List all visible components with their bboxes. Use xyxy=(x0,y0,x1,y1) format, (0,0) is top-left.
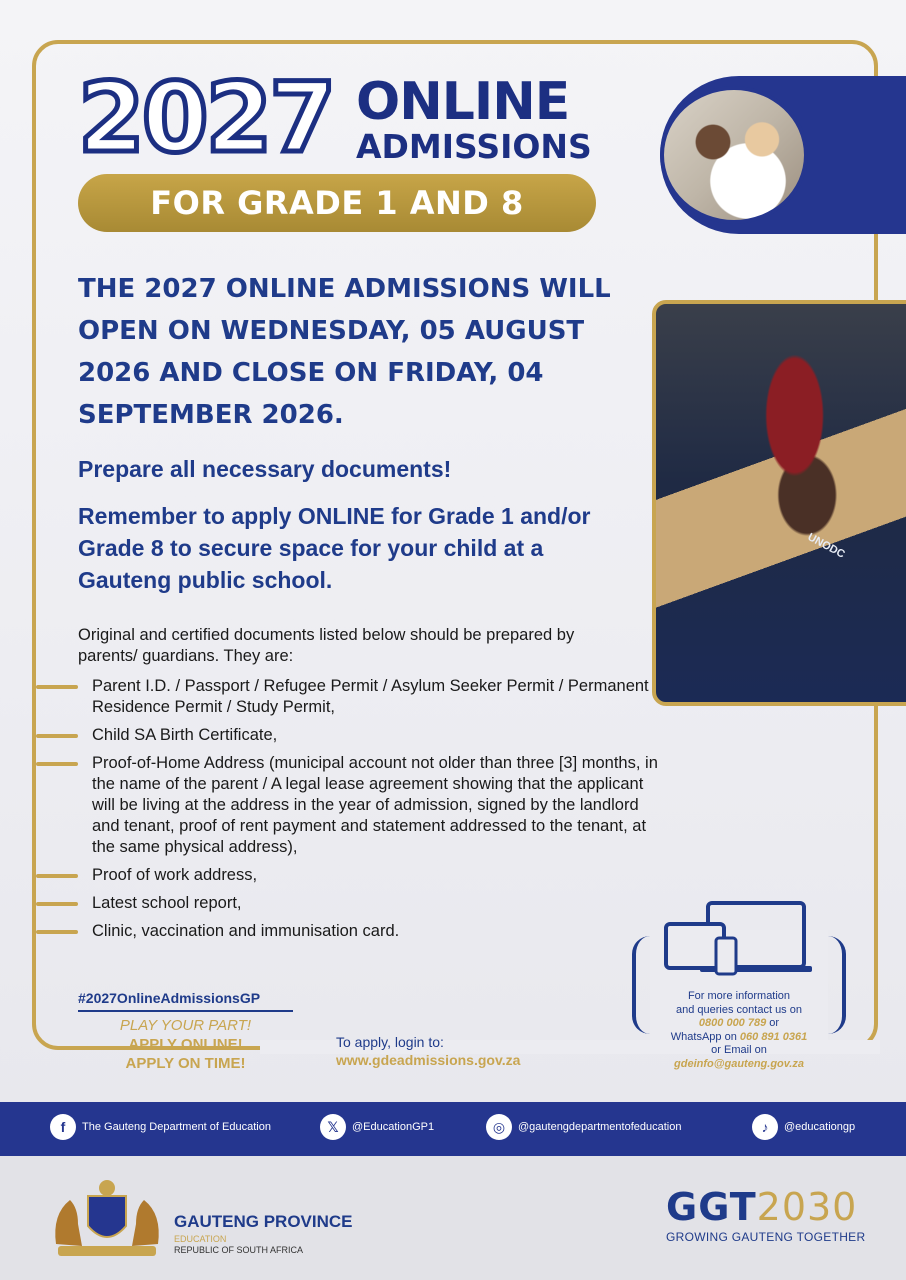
ggt-logo: GGT2030 xyxy=(666,1185,858,1229)
country-name: REPUBLIC OF SOUTH AFRICA xyxy=(174,1245,304,1255)
tiktok-link[interactable]: ♪ @educationgp xyxy=(752,1114,855,1140)
bullet-line xyxy=(36,762,78,766)
list-item: Child SA Birth Certificate, xyxy=(0,725,660,746)
instagram-link[interactable]: ◎ @gautengdepartmentofeducation xyxy=(486,1114,681,1140)
headline: THE 2027 ONLINE ADMISSIONS WILL OPEN ON WEDNESDAY, 05 AUGUST 2026 AND CLOSE ON FRIDAY, 04 SEPTEMBER 2026. xyxy=(78,274,611,430)
coat-of-arms-icon xyxy=(48,1174,166,1260)
instagram-icon: ◎ xyxy=(486,1114,512,1140)
list-item: Proof-of-Home Address (municipal account not older than three [3] months, in the name of the parent / A legal lease agreement showing that the applicant will be living at the address in the year of admission, signed by the landlord and tenant, proof of rent payment and statement addressed to the tenant, at the same physical address), xyxy=(0,753,660,858)
list-item: Parent I.D. / Passport / Refugee Permit / Asylum Seeker Permit / Permanent Residence Permit / Study Permit, xyxy=(0,676,660,718)
bullet-line xyxy=(36,734,78,738)
title-year: 2027 xyxy=(78,62,334,174)
documents-intro: Original and certified documents listed below should be prepared by parents/ guardians. They are: xyxy=(78,626,575,665)
list-item: Latest school report, xyxy=(0,893,660,914)
students-photo xyxy=(660,86,808,224)
phone-number[interactable]: 0800 000 789 xyxy=(698,1017,767,1029)
email-link[interactable]: gdeinfo@gauteng.gov.za xyxy=(674,1057,804,1070)
bullet-line xyxy=(36,874,78,878)
title-online: ONLINE xyxy=(356,72,570,132)
devices-icon xyxy=(662,900,822,980)
photo-badge-text: UNODC xyxy=(805,531,847,561)
facebook-icon: f xyxy=(50,1114,76,1140)
hashtag: #2027OnlineAdmissionsGP xyxy=(78,990,293,1012)
contact-info: For more information and queries contact us on 0800 000 789 or WhatsApp on 060 891 0361 or Email on gdeinfo@gauteng.gov.za xyxy=(650,990,828,1071)
documents-list xyxy=(0,676,660,949)
bullet-line xyxy=(36,930,78,934)
parent-photo xyxy=(652,300,906,706)
list-item: Proof of work address, xyxy=(0,865,660,886)
ggt-tagline: GROWING GAUTENG TOGETHER xyxy=(666,1230,866,1244)
facebook-link[interactable]: f The Gauteng Department of Education xyxy=(50,1114,271,1140)
bullet-line xyxy=(36,902,78,906)
tiktok-icon: ♪ xyxy=(752,1114,778,1140)
department-name: EDUCATION xyxy=(174,1234,227,1244)
x-icon: 𝕏 xyxy=(320,1114,346,1140)
remember-text: Remember to apply ONLINE for Grade 1 and/or Grade 8 to secure space for your child at a Gauteng public school. xyxy=(78,503,591,593)
play-your-part: PLAY YOUR PART! xyxy=(119,1017,252,1034)
apply-online-text: APPLY ONLINE! xyxy=(128,1036,243,1053)
prepare-text: Prepare all necessary documents! xyxy=(78,456,452,482)
province-name: GAUTENG PROVINCE xyxy=(174,1212,353,1231)
title-admissions: ADMISSIONS xyxy=(356,127,592,166)
x-link[interactable]: 𝕏 @EducationGP1 xyxy=(320,1114,434,1140)
grade-banner: FOR GRADE 1 AND 8 xyxy=(78,174,596,232)
bullet-line xyxy=(36,685,78,689)
website-link[interactable]: www.gdeadmissions.gov.za xyxy=(336,1052,521,1068)
whatsapp-number[interactable]: 060 891 0361 xyxy=(739,1030,808,1043)
login-label: To apply, login to: xyxy=(336,1034,444,1050)
list-item: Clinic, vaccination and immunisation card. xyxy=(0,921,660,942)
apply-on-time-text: APPLY ON TIME! xyxy=(125,1055,246,1072)
